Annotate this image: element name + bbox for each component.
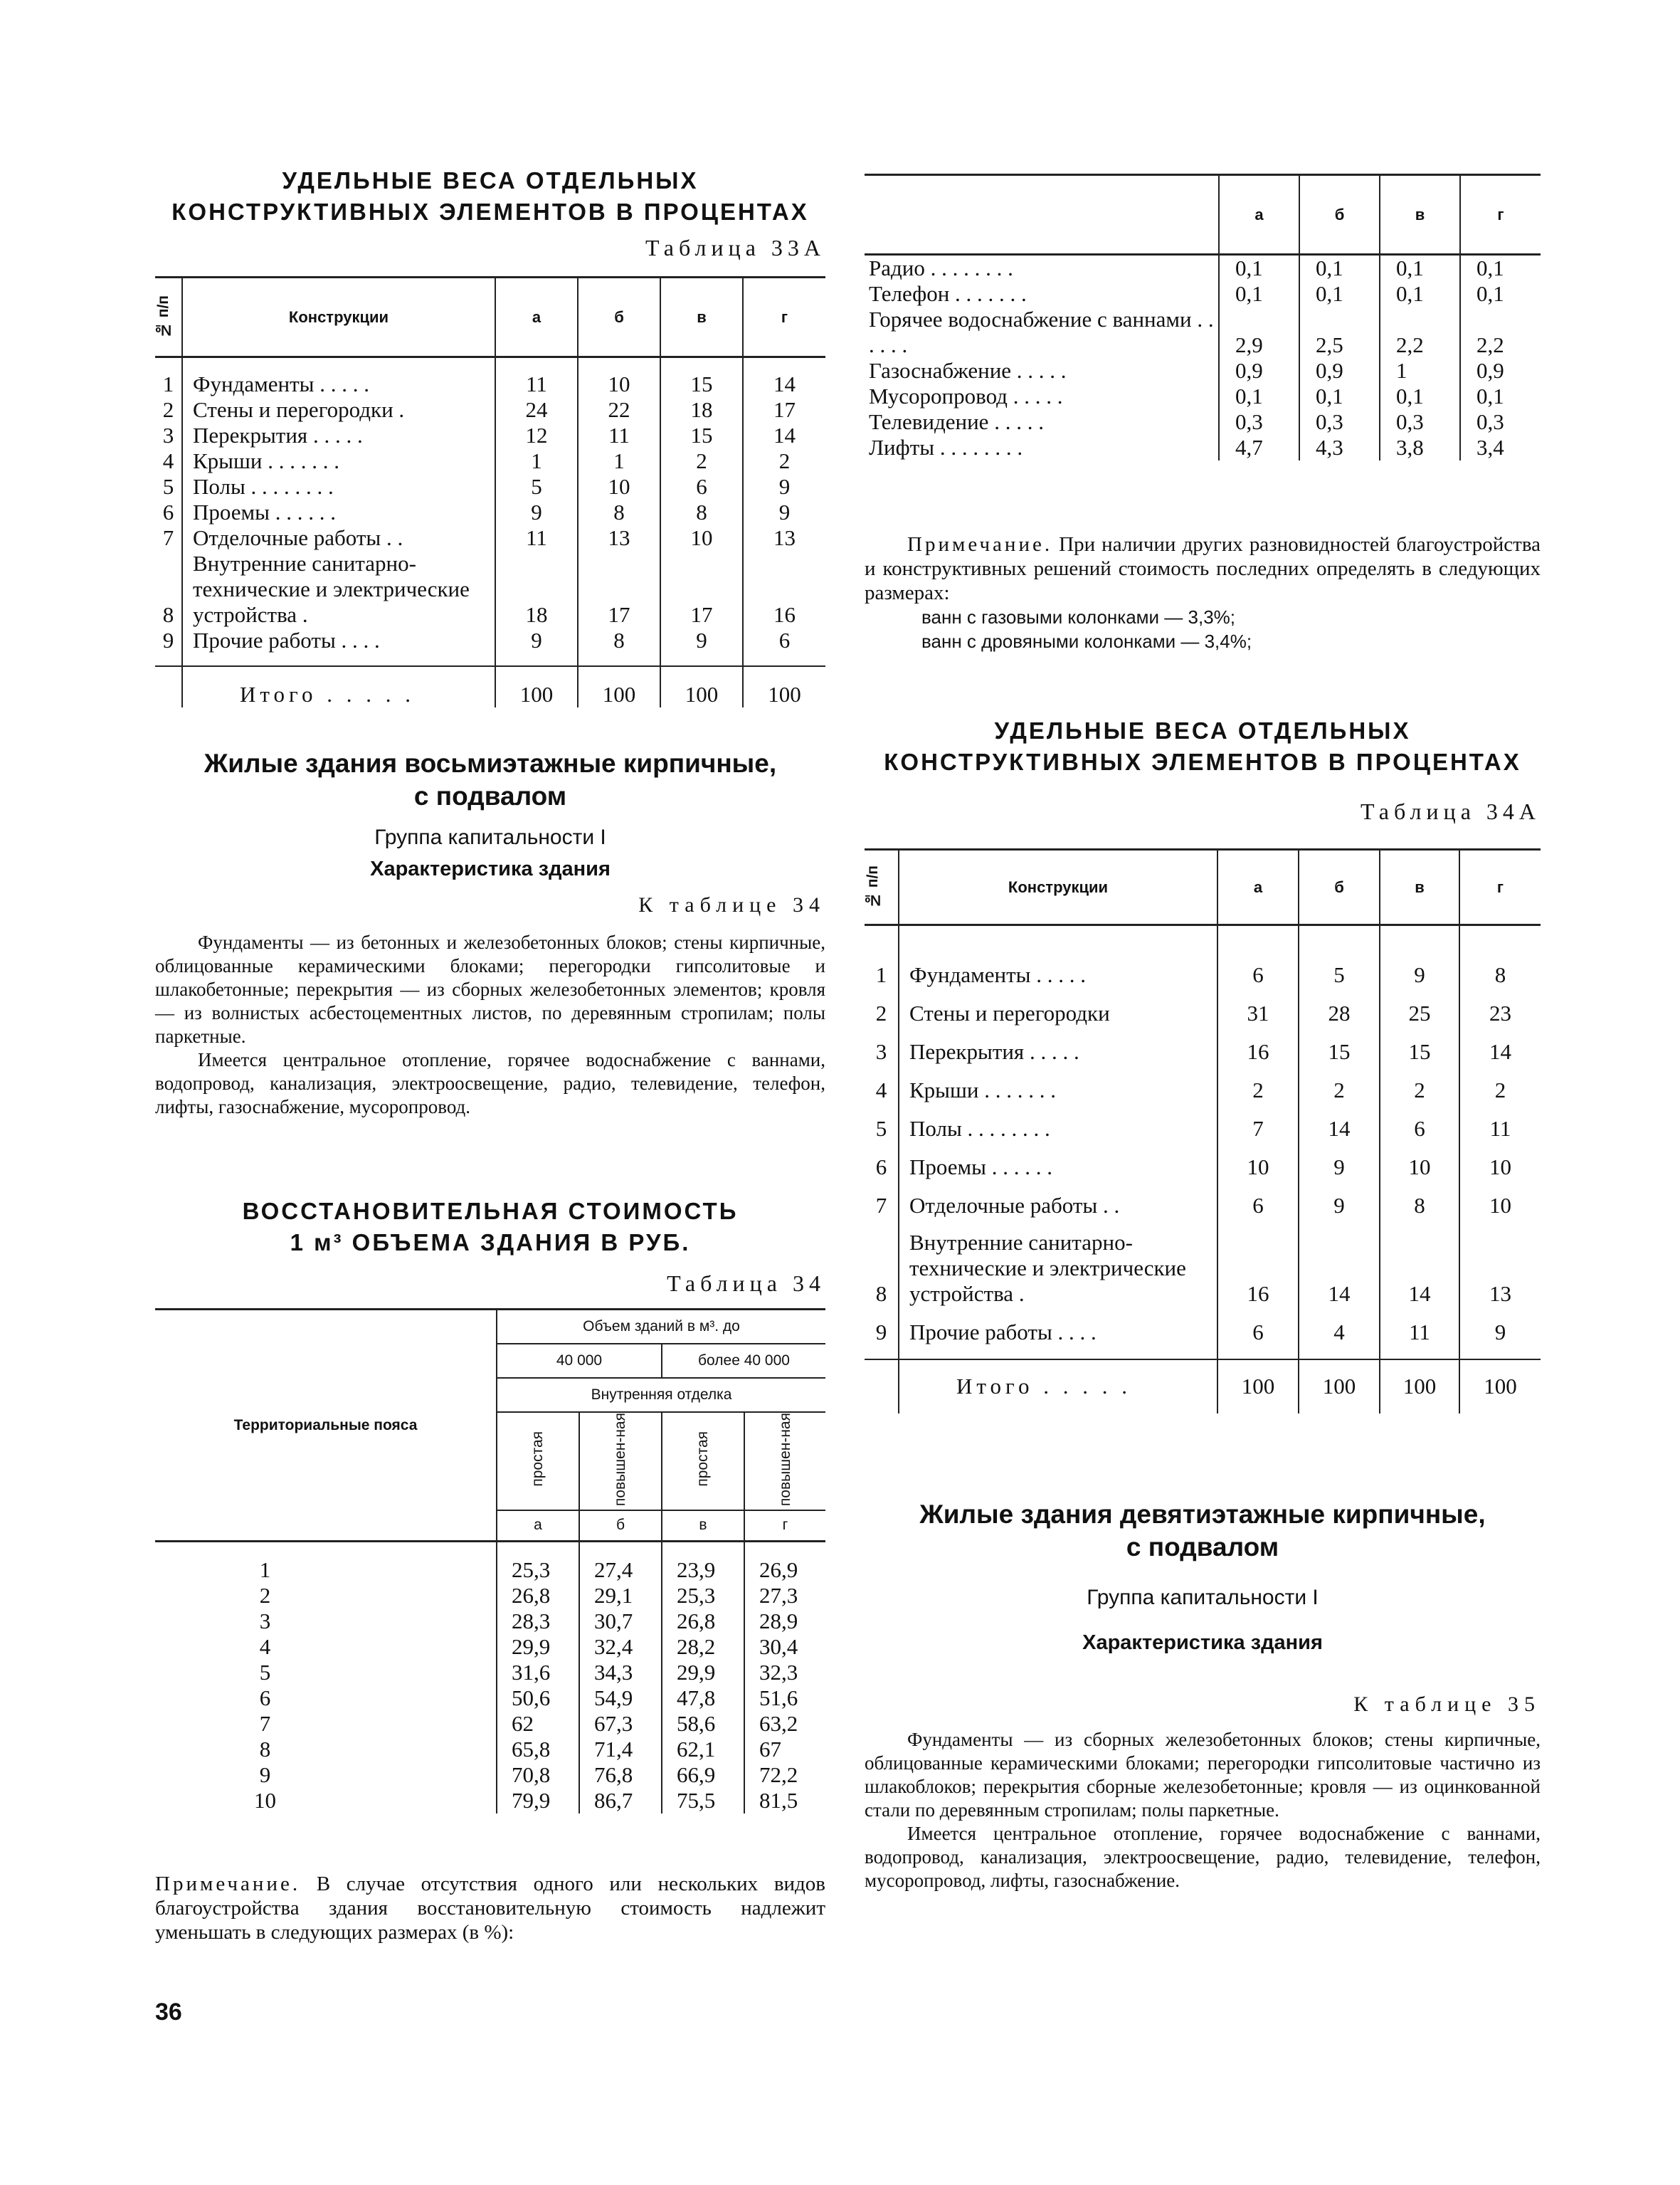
cell-v: 47,8: [662, 1685, 744, 1711]
cell-b: 14: [1299, 1103, 1380, 1142]
t34-finish-header: Внутренняя отделка: [497, 1378, 825, 1412]
table-33a-heading: УДЕЛЬНЫЕ ВЕСА ОТДЕЛЬНЫХ КОНСТРУКТИВНЫХ ЭЛЕМЕНТОВ В ПРОЦЕНТАХ: [171, 167, 809, 225]
row-name: Фундаменты . . . . .: [182, 372, 495, 397]
cell-g: 9: [1494, 1319, 1506, 1344]
cell-b: 34,3: [579, 1660, 662, 1685]
cell-a: 62: [497, 1711, 579, 1737]
cell-g: 17: [773, 396, 796, 422]
page-number: 36: [155, 1999, 182, 2026]
t34-row: [155, 1609, 825, 1634]
cell-a: 24: [495, 397, 578, 423]
row-name: Радио . . . . . . . .: [865, 255, 1219, 282]
t34a-row: [865, 949, 1541, 988]
cell-a: 26,8: [497, 1583, 579, 1609]
cell-g: 2: [778, 448, 791, 473]
cell-g: 16: [773, 601, 796, 627]
t34a-col-name: Конструкции: [899, 850, 1217, 925]
cell-v: 3,8: [1380, 435, 1460, 460]
cell-a: 0,3: [1219, 409, 1299, 435]
cont-row: [865, 435, 1541, 460]
row-name: Газоснабжение . . . . .: [865, 358, 1219, 384]
cell-v: 25,3: [662, 1583, 744, 1609]
t34-row: [155, 1711, 825, 1737]
row-name: Крыши . . . . . . .: [182, 448, 495, 474]
cell-b: 30,7: [579, 1609, 662, 1634]
cell-a: 31,6: [497, 1660, 579, 1685]
t34a-row: [865, 1307, 1541, 1345]
cell-a: 18: [495, 551, 578, 628]
cell-g: 26,9: [759, 1557, 798, 1582]
cell-g: 14: [773, 371, 796, 396]
t34a-row: [865, 1180, 1541, 1218]
cell-a: 10: [1217, 1142, 1299, 1180]
row-number: 9: [865, 1307, 899, 1345]
t33a-col-num: № п/п: [155, 278, 182, 357]
t34-volume-2: более 40 000: [662, 1344, 825, 1378]
cell-g: 13: [773, 525, 796, 550]
t33a-col-v: в: [660, 278, 743, 357]
cell-a: 70,8: [497, 1762, 579, 1788]
t34a-row: [865, 988, 1541, 1026]
zone-number: 7: [155, 1711, 497, 1737]
row-number: 3: [865, 1026, 899, 1065]
cell-v: 15: [1380, 1026, 1459, 1065]
row-number: 3: [155, 423, 182, 448]
cell-g: 0,1: [1476, 281, 1504, 306]
t34a-row: [865, 1142, 1541, 1180]
cell-b: 2: [1299, 1065, 1380, 1103]
cell-g: 67: [759, 1736, 781, 1762]
cell-v: 62,1: [662, 1737, 744, 1762]
t34-row: [155, 1660, 825, 1685]
cell-v: 75,5: [662, 1788, 744, 1813]
cell-a: 50,6: [497, 1685, 579, 1711]
cell-v: 66,9: [662, 1762, 744, 1788]
cell-b: 1: [578, 448, 660, 474]
cell-a: 6: [1217, 949, 1299, 988]
row-name: Лифты . . . . . . . .: [865, 435, 1219, 460]
row-name: Мусоропровод . . . . .: [865, 384, 1219, 409]
cell-g: 6: [778, 627, 791, 653]
cell-v: 10: [660, 525, 743, 551]
cell-v: 6: [1380, 1103, 1459, 1142]
cell-a: 0,9: [1219, 358, 1299, 384]
cont-col-a: а: [1219, 175, 1299, 255]
zone-number: 3: [155, 1609, 497, 1634]
cell-b: 86,7: [579, 1788, 662, 1813]
row-name: Перекрытия . . . . .: [182, 423, 495, 448]
cell-v: 8: [1380, 1180, 1459, 1218]
row-name: Внутренние санитарно-технические и электрические устройства .: [182, 551, 495, 628]
cell-b: 29,1: [579, 1583, 662, 1609]
cell-v: 26,8: [662, 1609, 744, 1634]
cell-g: 63,2: [759, 1710, 798, 1736]
zone-number: 6: [155, 1685, 497, 1711]
cell-a: 5: [495, 474, 578, 500]
cell-a: 2,9: [1219, 307, 1299, 358]
cont-col-v: в: [1380, 175, 1460, 255]
cell-v: 29,9: [662, 1660, 744, 1685]
cell-b: 9: [1299, 1142, 1380, 1180]
row-name: Перекрытия . . . . .: [899, 1026, 1217, 1065]
t34-volume-1: 40 000: [497, 1344, 662, 1378]
cell-b: 32,4: [579, 1634, 662, 1660]
cell-a: 16: [1217, 1218, 1299, 1307]
row-name: Прочие работы . . . .: [182, 628, 495, 653]
row-number: 8: [155, 551, 182, 628]
table-34-heading: ВОССТАНОВИТЕЛЬНАЯ СТОИМОСТЬ 1 м³ ОБЪЕМА ЗДАНИЯ В РУБ.: [242, 1198, 739, 1255]
table-34a: [865, 848, 1541, 1413]
cell-a: 0,1: [1219, 255, 1299, 282]
cell-a: 65,8: [497, 1737, 579, 1762]
row-number: 2: [155, 397, 182, 423]
cell-a: 6: [1217, 1180, 1299, 1218]
t34a-col-g: г: [1459, 850, 1541, 925]
cell-g: 0,1: [1476, 256, 1504, 280]
t34a-row: [865, 1103, 1541, 1142]
row-number: 5: [155, 474, 182, 500]
t33a-row: [155, 474, 825, 500]
cell-b: 22: [578, 397, 660, 423]
cell-a: 9: [495, 628, 578, 653]
cell-b: 54,9: [579, 1685, 662, 1711]
row-number: 6: [155, 500, 182, 525]
row-name: Стены и перегородки .: [182, 397, 495, 423]
t33a-row: [155, 397, 825, 423]
row-name: Отделочные работы . .: [182, 525, 495, 551]
cell-g: 3,4: [1476, 435, 1504, 460]
row-name: Полы . . . . . . . .: [182, 474, 495, 500]
t33a-col-g: г: [743, 278, 825, 357]
cell-v: 58,6: [662, 1711, 744, 1737]
to-table-35: К таблице 35: [1353, 1692, 1541, 1716]
t34-col-v: в: [662, 1510, 744, 1542]
cell-a: 2: [1217, 1065, 1299, 1103]
section-title-9-floor: Жилые здания девятиэтажные кирпичные, с подвалом: [919, 1500, 1486, 1562]
t34-row: [155, 1685, 825, 1711]
cell-g: 2,2: [1476, 332, 1504, 357]
cell-b: 4: [1299, 1307, 1380, 1345]
row-number: 7: [155, 525, 182, 551]
row-number: 2: [865, 988, 899, 1026]
row-number: 1: [155, 372, 182, 397]
cell-v: 14: [1380, 1218, 1459, 1307]
cell-b: 0,9: [1299, 358, 1380, 384]
row-number: 5: [865, 1103, 899, 1142]
cell-b: 76,8: [579, 1762, 662, 1788]
description-8-floor: Фундаменты — из бетонных и железобетонных блоков; стены кирпичные, облицованные керамическими блоками; перегородки гипсолитовые и шлакобетонные; перекрытия — из сборных железобетонных элементов; кровля — из волнистых асбестоцементных листов, по деревянным стропилам; полы паркетные. Имеется центральное отопление, горячее водоснабжение с ваннами, водопровод, канализация, электроосвещение, радио, телевидение, телефон, лифты, газоснабжение, мусоропровод.: [155, 932, 825, 1117]
t34a-row: [865, 1218, 1541, 1307]
t34-zones-header: Территориальные пояса: [155, 1310, 497, 1542]
table-33a: [155, 276, 825, 707]
cell-v: 9: [1380, 949, 1459, 988]
table-33a-label: Таблица 33А: [645, 235, 825, 260]
t33a-col-name: Конструкции: [182, 278, 495, 357]
row-number: 9: [155, 628, 182, 653]
cell-a: 11: [495, 372, 578, 397]
cell-a: 29,9: [497, 1634, 579, 1660]
zone-number: 4: [155, 1634, 497, 1660]
t34a-total-row: Итого . . . . . 100 100 100 100: [865, 1359, 1541, 1413]
cell-a: 11: [495, 525, 578, 551]
cell-v: 15: [660, 372, 743, 397]
t34a-col-num: № п/п: [865, 850, 899, 925]
t34-row: [155, 1583, 825, 1609]
cell-b: 0,1: [1299, 255, 1380, 282]
cell-v: 23,9: [662, 1557, 744, 1583]
table-34: [155, 1308, 825, 1813]
cell-v: 28,2: [662, 1634, 744, 1660]
zone-number: 5: [155, 1660, 497, 1685]
cont-row: [865, 409, 1541, 435]
cell-v: 1: [1380, 358, 1460, 384]
t34-col-simple-1: простая: [497, 1412, 579, 1510]
row-name: Телевидение . . . . .: [865, 409, 1219, 435]
cell-b: 0,1: [1299, 281, 1380, 307]
t34-row: [155, 1737, 825, 1762]
row-number: 7: [865, 1180, 899, 1218]
cell-a: 7: [1217, 1103, 1299, 1142]
cell-v: 2: [660, 448, 743, 474]
cell-a: 25,3: [497, 1557, 579, 1583]
cell-v: 0,3: [1380, 409, 1460, 435]
cell-v: 17: [660, 551, 743, 628]
cell-b: 17: [578, 551, 660, 628]
cell-v: 15: [660, 423, 743, 448]
cell-g: 30,4: [759, 1633, 798, 1659]
t33a-row: [155, 372, 825, 397]
t34a-col-b: б: [1299, 850, 1380, 925]
t33a-row: [155, 525, 825, 551]
cell-a: 31: [1217, 988, 1299, 1026]
table-34-continuation: [865, 174, 1541, 460]
row-name: Стены и перегородки: [899, 988, 1217, 1026]
to-table-34: К таблице 34: [638, 893, 825, 917]
row-name: Отделочные работы . .: [899, 1180, 1217, 1218]
t34-col-improved-1: повышен-ная: [579, 1412, 662, 1510]
row-number: 4: [865, 1065, 899, 1103]
t34-col-g: г: [744, 1510, 825, 1542]
cont-row: [865, 281, 1541, 307]
cell-a: 6: [1217, 1307, 1299, 1345]
cell-g: 9: [778, 473, 791, 499]
zone-number: 10: [155, 1788, 497, 1813]
row-name: Прочие работы . . . .: [899, 1307, 1217, 1345]
row-number: 8: [865, 1218, 899, 1307]
cell-g: 9: [778, 499, 791, 525]
t34-col-b: б: [579, 1510, 662, 1542]
cell-a: 0,1: [1219, 281, 1299, 307]
cell-v: 0,1: [1380, 281, 1460, 307]
t33a-col-a: а: [495, 278, 578, 357]
cell-g: 0,1: [1476, 384, 1504, 409]
t34-volume-header: Объем зданий в м³. до: [497, 1310, 825, 1344]
t34a-col-a: а: [1217, 850, 1299, 925]
cell-g: 10: [1489, 1154, 1511, 1179]
zone-number: 2: [155, 1583, 497, 1609]
cont-col-b: б: [1299, 175, 1380, 255]
cell-g: 32,3: [759, 1659, 798, 1685]
zone-number: 9: [155, 1762, 497, 1788]
cont-row: [865, 384, 1541, 409]
cell-a: 16: [1217, 1026, 1299, 1065]
t34-row: [155, 1634, 825, 1660]
cell-b: 9: [1299, 1180, 1380, 1218]
row-number: 4: [155, 448, 182, 474]
cell-v: 11: [1380, 1307, 1459, 1345]
cell-g: 14: [1489, 1038, 1511, 1064]
row-name: Горячее водоснабжение с ваннами . . . . . .: [865, 307, 1219, 358]
zone-number: 8: [155, 1737, 497, 1762]
cell-b: 2,5: [1299, 307, 1380, 358]
cell-a: 12: [495, 423, 578, 448]
cell-g: 14: [773, 422, 796, 448]
t33a-total-row: Итого . . . . . 100 100 100 100: [155, 666, 825, 707]
cell-a: 28,3: [497, 1609, 579, 1634]
cell-g: 8: [1494, 962, 1506, 987]
cont-col-g: г: [1460, 175, 1541, 255]
cell-a: 1: [495, 448, 578, 474]
cell-b: 10: [578, 474, 660, 500]
cell-a: 9: [495, 500, 578, 525]
row-name: Полы . . . . . . . .: [899, 1103, 1217, 1142]
row-name: Проемы . . . . . .: [899, 1142, 1217, 1180]
cell-g: 0,9: [1476, 358, 1504, 383]
row-name: Крыши . . . . . . .: [899, 1065, 1217, 1103]
cell-v: 0,1: [1380, 384, 1460, 409]
t33a-row: [155, 448, 825, 474]
cell-b: 11: [578, 423, 660, 448]
cell-b: 5: [1299, 949, 1380, 988]
cell-b: 14: [1299, 1218, 1380, 1307]
t33a-row: [155, 628, 825, 653]
t34a-col-v: в: [1380, 850, 1459, 925]
cell-v: 8: [660, 500, 743, 525]
cell-v: 2,2: [1380, 307, 1460, 358]
cell-b: 4,3: [1299, 435, 1380, 460]
t34-row: [155, 1762, 825, 1788]
cont-row: [865, 358, 1541, 384]
cont-row: [865, 255, 1541, 282]
table-34a-label: Таблица 34А: [1361, 799, 1541, 824]
cell-v: 18: [660, 397, 743, 423]
t33a-row: [155, 423, 825, 448]
cell-g: 2: [1494, 1077, 1506, 1102]
cell-b: 8: [578, 628, 660, 653]
cell-b: 0,1: [1299, 384, 1380, 409]
t33a-col-b: б: [578, 278, 660, 357]
t34-col-a: а: [497, 1510, 579, 1542]
cell-g: 23: [1489, 1000, 1511, 1026]
cell-b: 13: [578, 525, 660, 551]
cell-b: 28: [1299, 988, 1380, 1026]
cell-g: 28,9: [759, 1608, 798, 1633]
row-name: Внутренние санитарно-технические и электрические устройства .: [899, 1218, 1217, 1307]
cell-a: 4,7: [1219, 435, 1299, 460]
building-characteristic: Характеристика здания: [370, 858, 611, 880]
cont-row: [865, 307, 1541, 358]
cell-b: 10: [578, 372, 660, 397]
cell-g: 72,2: [759, 1762, 798, 1787]
table-34-label: Таблица 34: [667, 1270, 825, 1296]
section-title-8-floor: Жилые здания восьмиэтажные кирпичные, с подвалом: [204, 749, 777, 811]
cell-g: 81,5: [759, 1787, 798, 1813]
building-characteristic-2: Характеристика здания: [1082, 1631, 1323, 1654]
zone-number: 1: [155, 1557, 497, 1583]
t33a-row: [155, 551, 825, 628]
t34-row: [155, 1557, 825, 1583]
row-name: Фундаменты . . . . .: [899, 949, 1217, 988]
t34-col-simple-2: простая: [662, 1412, 744, 1510]
cell-v: 9: [660, 628, 743, 653]
cell-a: 0,1: [1219, 384, 1299, 409]
capital-group: Группа капитальности I: [374, 826, 606, 849]
cell-g: 51,6: [759, 1685, 798, 1710]
note-other-amenities: Примечание. При наличии других разновидностей благоустройства и конструктивных решений стоимость последних определять в следующих размерах: ванн с газовыми колонками — 3,3%; ванн с дровяными колонками — 3,4%;: [865, 533, 1541, 652]
cell-g: 0,3: [1476, 409, 1504, 434]
t34-row: [155, 1788, 825, 1813]
cell-g: 10: [1489, 1192, 1511, 1218]
cell-b: 0,3: [1299, 409, 1380, 435]
cell-v: 0,1: [1380, 255, 1460, 282]
capital-group-2: Группа капитальности I: [1087, 1586, 1319, 1609]
cell-v: 6: [660, 474, 743, 500]
cell-b: 15: [1299, 1026, 1380, 1065]
table-34a-heading: УДЕЛЬНЫЕ ВЕСА ОТДЕЛЬНЫХ КОНСТРУКТИВНЫХ ЭЛЕМЕНТОВ В ПРОЦЕНТАХ: [884, 717, 1521, 775]
cell-v: 10: [1380, 1142, 1459, 1180]
cell-b: 71,4: [579, 1737, 662, 1762]
row-number: 1: [865, 949, 899, 988]
t34-col-improved-2: повышен-ная: [744, 1412, 825, 1510]
note-table-34: Примечание. В случае отсутствия одного или нескольких видов благоустройства здания восстановительную стоимость надлежит уменьшать в следующих размерах (в %):: [155, 1873, 825, 1944]
t33a-row: [155, 500, 825, 525]
cell-v: 2: [1380, 1065, 1459, 1103]
cell-g: 11: [1489, 1115, 1511, 1141]
cell-v: 25: [1380, 988, 1459, 1026]
cell-b: 27,4: [579, 1557, 662, 1583]
cell-g: 13: [1489, 1280, 1511, 1306]
t34a-row: [865, 1065, 1541, 1103]
row-name: Телефон . . . . . . .: [865, 281, 1219, 307]
cell-g: 27,3: [759, 1582, 798, 1608]
cell-b: 67,3: [579, 1711, 662, 1737]
cell-b: 8: [578, 500, 660, 525]
cell-a: 79,9: [497, 1788, 579, 1813]
row-name: Проемы . . . . . .: [182, 500, 495, 525]
row-number: 6: [865, 1142, 899, 1180]
description-9-floor: Фундаменты — из сборных железобетонных блоков; стены кирпичные, облицованные керамическими блоками; перегородки гипсолитовые частично из шлакоблоков; перекрытия сборные железобетонные; кровля — из оцинкованной стали по деревянным стропилам; полы паркетные. Имеется центральное отопление, горячее водоснабжение с ваннами, водопровод, канализация, электроосвещение, радио, телевидение, телефон, мусоропровод, лифты, газоснабжение.: [865, 1729, 1541, 1891]
t34a-row: [865, 1026, 1541, 1065]
